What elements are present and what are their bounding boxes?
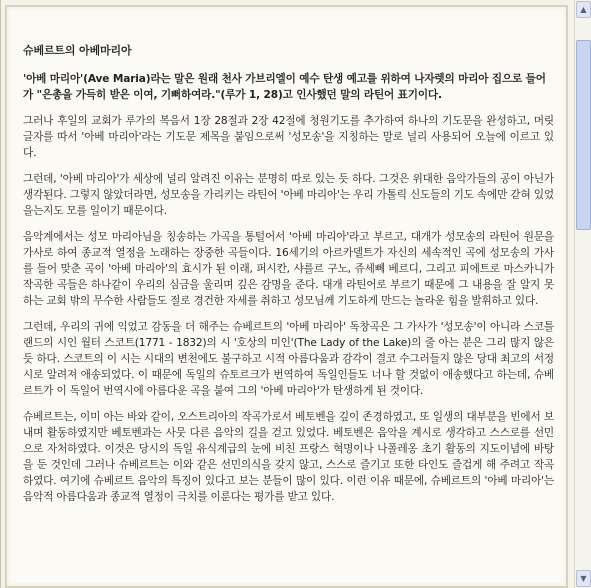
scrollbar-thumb[interactable] bbox=[576, 40, 591, 230]
article-paragraph-4: 그런데, 우리의 귀에 익었고 감동을 더 해주는 슈베르트의 '아베 마리아' 독창곡은 그 가사가 '성모송'이 아니라 스코틀랜드의 시인 월터 스코트(1771 - 1832)의 시 '호상의 미인'(The Lady of the Lake)의 줄 아는 분은 그리 많지 않은 듯 하다. 스코트의 이 시는 시대의 변천에도 불구하고 시적 아름다움과 감각이 결코 수그러들지 않은 당대 최고의 서정시로 알려져 애송되었다. 이 때문에 독일의 슈토르크가 번역하여 독일인들도 너나 할 것없이 애송했다고 하는데, 슈베르트가 이 독일어 번역시에 아름다운 곡을 붙여 그의 '아베 마리아'가 탄생하게 된 것이다. bbox=[23, 321, 554, 397]
article-body bbox=[23, 43, 554, 515]
vertical-scrollbar[interactable] bbox=[574, 0, 591, 588]
scroll-up-icon[interactable]: ▲ bbox=[576, 1, 591, 18]
article-paragraph-1: 그러나 후일의 교회가 루가의 복음서 1장 28절과 2장 42절에 청원기도를 추가하여 하나의 기도문을 완성하고, 머릿 글자를 따서 '아베 마리아'라는 기도문 제목을 붙임으로써 '성모송'을 지칭하는 말로 널리 사용되어 오늘에 이르고 있다. bbox=[23, 115, 554, 159]
article-title: 슈베르트의 아베마리아 bbox=[23, 44, 132, 57]
scroll-down-icon[interactable]: ▼ bbox=[576, 570, 591, 587]
article-lead: '아베 마리아'(Ave Maria)라는 말은 원래 천사 가브리엘이 예수 탄생 예고를 위하여 나자렛의 마리아 집으로 들어가 "은총을 가득히 받은 이여, 기뻐하여라."(루가 1, 28)고 인사했던 말의 라틴어 표기이다. bbox=[23, 73, 546, 101]
article-paragraph-3: 음악계에서는 성모 마리아님을 칭송하는 가곡을 통털어서 '아베 마리아'라고 부르고, 대개가 성모송의 라틴어 원문을 가사로 하여 종교적 열정을 노래하는 장중한 곡들이다. 16세기의 아르카델트가 자신의 세속적인 곡에 성모송의 가사를 들어 맞춘 곡이 '아베 마리아'의 효시가 된 이래, 퍼시칸, 샤를르 구노, 쥬세뻬 베르디, 그리고 피에트로 마스카니가 작곡한 곡들은 하나같이 우리의 심금을 울리며 깊은 감명을 준다. 대개 라틴어로 부르기 때문에 그 내용을 잘 알지 못하는 교회 밖의 무수한 사람들도 절로 경건한 자세를 취하고 성모님께 기도하게 만드는 놀라운 힘을 발휘하고 있다. bbox=[23, 231, 554, 307]
article-paragraph-5: 슈베르트는, 이미 아는 바와 같이, 오스트리아의 작곡가로서 베토벤을 깊이 존경하였고, 또 일생의 대부분을 빈에서 보내며 활동하였지만 베토벤과는 사뭇 다른 음악의 길을 걷고 있었다. 베토벤은 음악을 계시로 생각하고 스스로를 선민으로 자처하였다. 이것은 당시의 독일 유식계급의 눈에 비친 프랑스 혁명이나 나폴레옹 초기 활동의 지도이념에 바탕을 둔 것인데 그러나 슈베르트는 이와 같은 선민의식을 갖지 않고, 스스로 즐기고 또한 타인도 즐겁게 해 주려고 작곡하였다. 여기에 슈베르트 음악의 특징이 있다고 보는 분들이 많이 있다. 이런 이유 때문에, 슈베르트의 '아베 마리아'는 음악적 아름다움과 종교적 열정이 극치를 이룬다는 평가를 받고 있다. bbox=[23, 411, 554, 503]
article-paragraph-2: 그런데, '아베 마리아'가 세상에 널리 알려진 이유는 분명히 따로 있는 듯 하다. 그것은 위대한 음악가들의 공이 아닌가 생각된다. 그렇지 않았더라면, 성모송을 가리키는 라틴어 '아베 마리아'는 우리 가톨릭 신도들의 기도 속에만 갇혀 있었을는지도 모를 일이기 때문이다. bbox=[23, 173, 554, 217]
article-card bbox=[5, 5, 568, 588]
